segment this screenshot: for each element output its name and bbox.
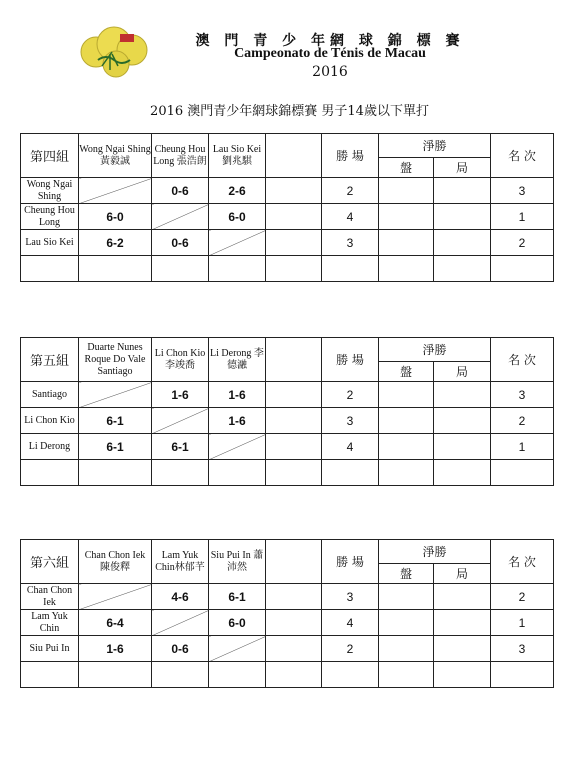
sets-cell (379, 662, 434, 688)
match-score-cell: 0-6 (152, 178, 209, 204)
wins-header: 勝 場 (322, 540, 379, 584)
match-score-cell (152, 256, 209, 282)
match-score-cell (266, 584, 322, 610)
sets-cell (379, 256, 434, 282)
table-row (21, 204, 554, 230)
player-row-name: Wong Ngai Shing (21, 178, 79, 204)
games-cell (434, 584, 491, 610)
wins-cell (322, 662, 379, 688)
wins-cell: 4 (322, 434, 379, 460)
match-score-cell (79, 584, 152, 610)
sets-cell (379, 434, 434, 460)
table-row (21, 636, 554, 662)
net-wins-header: 淨勝 (379, 540, 491, 564)
player-column-header: Lau Sio Kei 劉兆騏 (209, 134, 266, 178)
table-row (21, 230, 554, 256)
title-portuguese: Campeonato de Ténis de Macau (234, 46, 426, 61)
games-cell (434, 256, 491, 282)
match-score-cell: 6-0 (209, 610, 266, 636)
group-table (20, 133, 554, 282)
player-column-header: Siu Pui In 蕭沛然 (209, 540, 266, 584)
match-score-cell (152, 460, 209, 486)
rank-cell: 3 (491, 636, 554, 662)
match-score-cell (152, 408, 209, 434)
match-score-cell: 0-6 (152, 230, 209, 256)
player-row-name (21, 662, 79, 688)
player-column-header: Cheung Hou Long 張浩朗 (152, 134, 209, 178)
wins-cell: 2 (322, 382, 379, 408)
table-row (21, 408, 554, 434)
rank-cell: 3 (491, 178, 554, 204)
match-score-cell (79, 460, 152, 486)
rank-cell (491, 460, 554, 486)
player-row-name: Lau Sio Kei (21, 230, 79, 256)
games-cell (434, 460, 491, 486)
rank-cell: 2 (491, 230, 554, 256)
wins-cell: 3 (322, 230, 379, 256)
match-score-cell (209, 230, 266, 256)
title-chinese: 澳 門 青 少 年網 球 錦 標 賽 (195, 33, 465, 49)
match-score-cell: 6-2 (79, 230, 152, 256)
sets-header: 盤 (379, 362, 434, 382)
sets-cell (379, 460, 434, 486)
net-wins-header: 淨勝 (379, 134, 491, 158)
match-score-cell (209, 636, 266, 662)
player-column-header: Li Derong 李德瀜 (209, 338, 266, 382)
rank-cell: 2 (491, 584, 554, 610)
match-score-cell (266, 256, 322, 282)
match-score-cell: 1-6 (209, 408, 266, 434)
title-year: 2016 (312, 64, 348, 80)
rank-cell: 1 (491, 434, 554, 460)
match-score-cell (266, 204, 322, 230)
group-table (20, 337, 554, 486)
match-score-cell: 6-0 (209, 204, 266, 230)
player-column-header: Duarte Nunes Roque Do Vale Santiago (79, 338, 152, 382)
match-score-cell (266, 230, 322, 256)
games-cell (434, 434, 491, 460)
table-row (21, 178, 554, 204)
wins-cell (322, 256, 379, 282)
rank-cell: 1 (491, 610, 554, 636)
table-row (21, 662, 554, 688)
games-cell (434, 204, 491, 230)
match-score-cell: 6-4 (79, 610, 152, 636)
match-score-cell: 6-1 (209, 584, 266, 610)
games-header: 局 (434, 564, 491, 584)
sets-cell (379, 610, 434, 636)
match-score-cell (266, 408, 322, 434)
player-row-name (21, 256, 79, 282)
group-table (20, 539, 554, 688)
player-row-name: Cheung Hou Long (21, 204, 79, 230)
match-score-cell (209, 256, 266, 282)
group-name: 第四組 (21, 134, 79, 178)
table-row (21, 610, 554, 636)
match-score-cell: 1-6 (209, 382, 266, 408)
wins-header: 勝 場 (322, 134, 379, 178)
match-score-cell (266, 460, 322, 486)
match-score-cell (79, 382, 152, 408)
wins-cell: 3 (322, 408, 379, 434)
match-score-cell (266, 662, 322, 688)
table-row (21, 382, 554, 408)
wins-cell: 2 (322, 636, 379, 662)
player-row-name: Li Derong (21, 434, 79, 460)
player-column-header (266, 540, 322, 584)
match-score-cell (152, 204, 209, 230)
rank-header: 名 次 (491, 134, 554, 178)
table-row (21, 584, 554, 610)
match-score-cell (209, 662, 266, 688)
match-score-cell (152, 662, 209, 688)
group-name: 第六組 (21, 540, 79, 584)
sets-cell (379, 584, 434, 610)
player-column-header: Li Chon Kio李竣喬 (152, 338, 209, 382)
match-score-cell: 6-0 (79, 204, 152, 230)
group-name: 第五組 (21, 338, 79, 382)
sets-header: 盤 (379, 564, 434, 584)
player-column-header (266, 338, 322, 382)
match-score-cell: 0-6 (152, 636, 209, 662)
wins-header: 勝 場 (322, 338, 379, 382)
wins-cell: 4 (322, 610, 379, 636)
sets-cell (379, 636, 434, 662)
games-cell (434, 178, 491, 204)
match-score-cell (209, 460, 266, 486)
match-score-cell: 6-1 (79, 408, 152, 434)
wins-cell: 3 (322, 584, 379, 610)
wins-cell: 2 (322, 178, 379, 204)
games-cell (434, 230, 491, 256)
match-score-cell (266, 382, 322, 408)
rank-cell (491, 256, 554, 282)
match-score-cell (266, 434, 322, 460)
match-score-cell (79, 178, 152, 204)
player-column-header: Lam Yuk Chin林郁芊 (152, 540, 209, 584)
sets-cell (379, 178, 434, 204)
match-score-cell (209, 434, 266, 460)
rank-cell (491, 662, 554, 688)
sets-header: 盤 (379, 158, 434, 178)
games-header: 局 (434, 158, 491, 178)
sets-cell (379, 382, 434, 408)
player-row-name: Lam Yuk Chin (21, 610, 79, 636)
player-column-header (266, 134, 322, 178)
match-score-cell (152, 610, 209, 636)
tennis-association-logo (80, 20, 160, 80)
net-wins-header: 淨勝 (379, 338, 491, 362)
table-row (21, 434, 554, 460)
match-score-cell (79, 256, 152, 282)
player-row-name: Chan Chon Iek (21, 584, 79, 610)
games-cell (434, 408, 491, 434)
games-cell (434, 382, 491, 408)
player-row-name: Santiago (21, 382, 79, 408)
match-score-cell: 1-6 (152, 382, 209, 408)
match-score-cell (266, 610, 322, 636)
rank-header: 名 次 (491, 338, 554, 382)
match-score-cell (266, 178, 322, 204)
rank-cell: 2 (491, 408, 554, 434)
match-score-cell: 6-1 (152, 434, 209, 460)
wins-cell (322, 460, 379, 486)
games-header: 局 (434, 362, 491, 382)
table-row (21, 256, 554, 282)
player-column-header: Wong Ngai Shing黃毅誠 (79, 134, 152, 178)
match-score-cell: 4-6 (152, 584, 209, 610)
games-cell (434, 662, 491, 688)
match-score-cell: 1-6 (79, 636, 152, 662)
event-subtitle: 2016 澳門青少年網球錦標賽 男子14歲以下單打 (150, 104, 429, 119)
sets-cell (379, 408, 434, 434)
rank-cell: 3 (491, 382, 554, 408)
match-score-cell (266, 636, 322, 662)
sets-cell (379, 230, 434, 256)
sets-cell (379, 204, 434, 230)
player-column-header: Chan Chon Iek 陳俊釋 (79, 540, 152, 584)
player-row-name: Li Chon Kio (21, 408, 79, 434)
player-row-name (21, 460, 79, 486)
rank-header: 名 次 (491, 540, 554, 584)
wins-cell: 4 (322, 204, 379, 230)
table-row (21, 460, 554, 486)
match-score-cell: 2-6 (209, 178, 266, 204)
games-cell (434, 610, 491, 636)
games-cell (434, 636, 491, 662)
player-row-name: Siu Pui In (21, 636, 79, 662)
page-header (0, 0, 579, 100)
rank-cell: 1 (491, 204, 554, 230)
match-score-cell: 6-1 (79, 434, 152, 460)
match-score-cell (79, 662, 152, 688)
